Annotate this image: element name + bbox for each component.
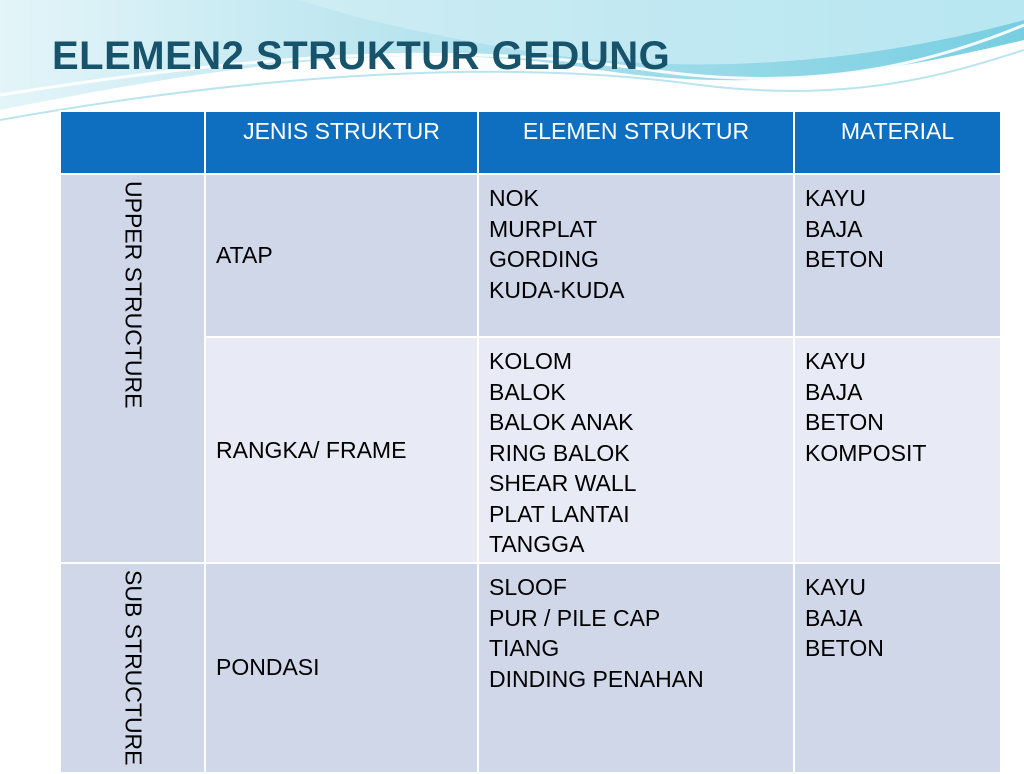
list-item: KOMPOSIT (805, 439, 927, 466)
list-item: BAJA (805, 215, 863, 242)
jenis-cell: ATAP (205, 174, 478, 337)
material-cell (794, 563, 1001, 773)
elemen-cell (478, 563, 794, 773)
table-row (60, 174, 1001, 337)
category-label: UPPER STRUCTURE (120, 181, 147, 409)
list-item: BETON (805, 635, 884, 662)
list-item: BAJA (805, 604, 863, 631)
category-upper-structure (60, 174, 205, 563)
list-item: PLAT LANTAI (489, 500, 630, 527)
header-elemen-struktur: ELEMEN STRUKTUR (478, 111, 794, 174)
table-header-row (60, 111, 1001, 174)
jenis-cell: PONDASI (205, 563, 478, 773)
list-item: TANGGA (489, 531, 585, 558)
category-sub-structure (60, 563, 205, 773)
material-cell (794, 337, 1001, 563)
material-cell (794, 174, 1001, 337)
list-item: KAYU (805, 185, 866, 211)
list-item: BETON (805, 409, 884, 436)
elemen-cell (478, 337, 794, 563)
header-jenis-struktur: JENIS STRUKTUR (205, 111, 478, 174)
list-item: RING BALOK (489, 439, 630, 466)
table-row (60, 563, 1001, 773)
list-item: GORDING (489, 246, 599, 273)
structure-table (59, 110, 1002, 774)
list-item: KOLOM (489, 348, 573, 374)
elemen-cell (478, 174, 794, 337)
list-item: TIANG (489, 635, 560, 662)
category-label: SUB STRUCTURE (120, 570, 147, 766)
list-item: KAYU (805, 348, 866, 374)
list-item: BALOK (489, 378, 566, 405)
header-material: MATERIAL (794, 111, 1001, 174)
slide-title: ELEMEN2 STRUKTUR GEDUNG (52, 34, 671, 78)
header-empty (60, 111, 205, 174)
list-item: BETON (805, 246, 884, 273)
list-item: NOK (489, 185, 539, 211)
jenis-cell: RANGKA/ FRAME (205, 337, 478, 563)
list-item: DINDING PENAHAN (489, 665, 704, 692)
list-item: KAYU (805, 574, 866, 600)
list-item: PUR / PILE CAP (489, 604, 661, 631)
list-item: KUDA-KUDA (489, 276, 625, 303)
list-item: MURPLAT (489, 215, 598, 242)
list-item: BALOK ANAK (489, 409, 634, 436)
list-item: BAJA (805, 378, 863, 405)
list-item: SLOOF (489, 574, 567, 600)
list-item: SHEAR WALL (489, 470, 637, 497)
